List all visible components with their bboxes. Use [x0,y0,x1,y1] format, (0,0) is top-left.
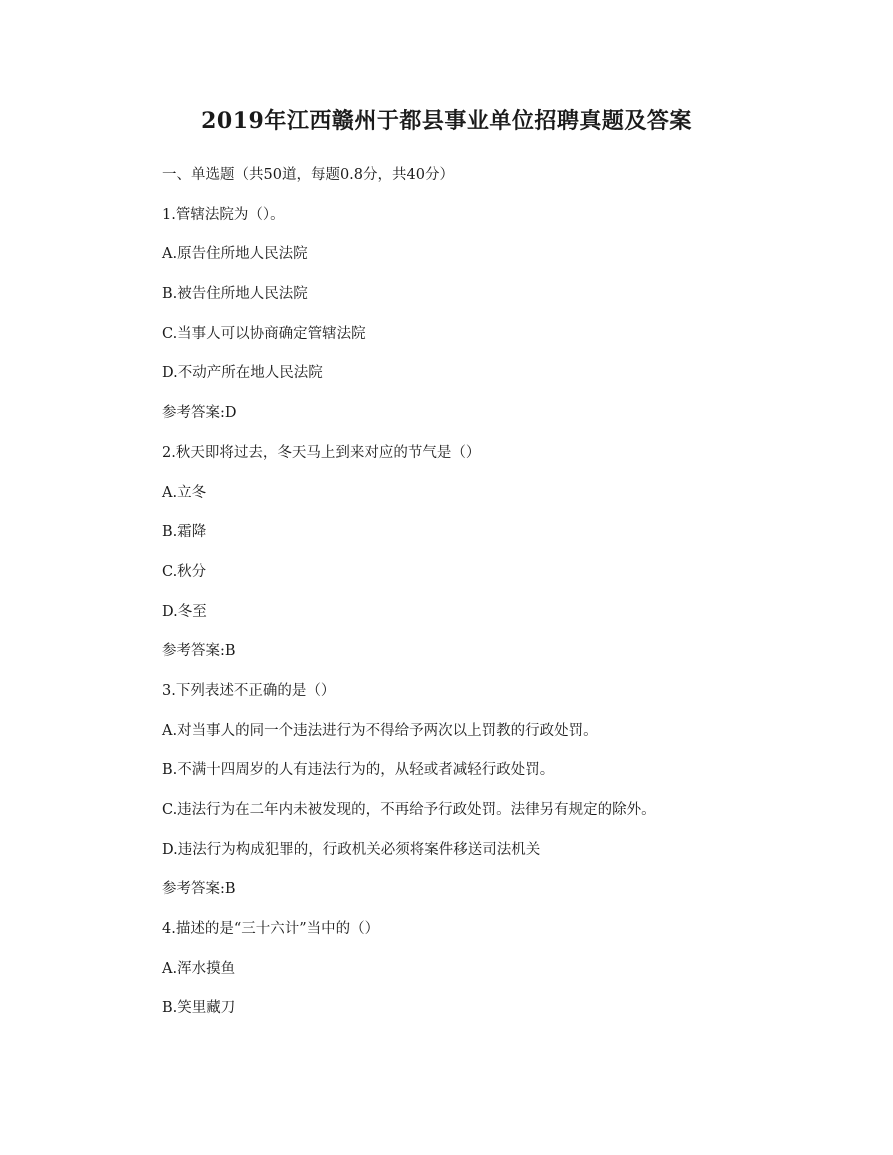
option-text: A.浑水摸鱼 [162,960,236,977]
answer-text: 参考答案:D [162,405,237,422]
option-text: D.违法行为构成犯罪的，行政机关必须将案件移送司法机关 [162,841,541,858]
option-text: B.笑里藏刀 [162,1000,236,1017]
option-text: C.违法行为在二年内未被发现的，不再给予行政处罚。法律另有规定的除外。 [162,802,656,818]
answer-text: 参考答案:B [162,881,236,898]
section-heading: 一、单选题（共50道，每题0.8分，共40分） [162,167,454,183]
question-text: 1.管辖法院为（）。 [162,206,285,223]
option-text: B.不满十四周岁的人有违法行为的，从轻或者减轻行政处罚。 [162,762,555,779]
option-text: A.立冬 [162,484,207,501]
option-text: C.当事人可以协商确定管辖法院 [162,325,366,342]
option-text: A.原告住所地人民法院 [162,246,308,263]
question-list [162,162,802,1035]
option-text: C.秋分 [162,563,207,580]
option-text: B.霜降 [162,524,207,541]
option-text: A.对当事人的同一个违法进行为不得给予两次以上罚教的行政处罚。 [162,722,598,739]
document-title: 2019年江西赣州于都县事业单位招聘真题及答案 [201,108,692,134]
option-text: B.被告住所地人民法院 [162,286,308,303]
question-text: 3.下列表述不正确的是（） [162,682,336,699]
question-text: 2.秋天即将过去，冬天马上到来对应的节气是（） [162,444,481,461]
option-text: D.冬至 [162,603,207,620]
option-text: D.不动产所在地人民法院 [162,365,323,382]
question-text: 4.描述的是“三十六计”当中的（） [162,921,380,938]
answer-text: 参考答案:B [162,643,236,660]
